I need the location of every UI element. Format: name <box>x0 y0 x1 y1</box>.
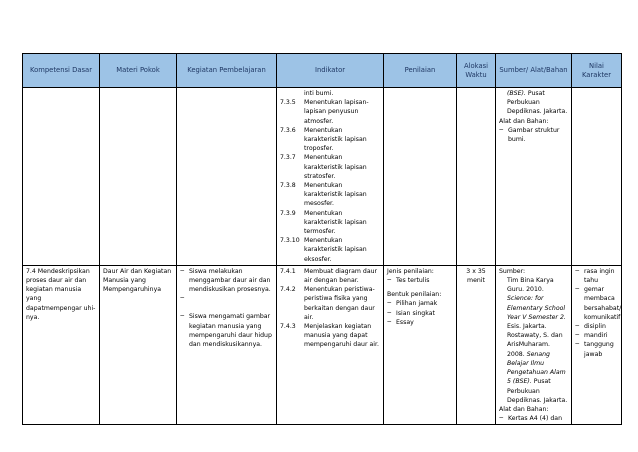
list-item: ‒ gemar membaca bersahabat/ komunikatif <box>575 285 618 322</box>
source-text: Depdiknas. Jakarta. <box>507 108 568 116</box>
waktu-cell: 3 x 35 menit <box>457 265 496 424</box>
header-alokasi-waktu: Alokasi Waktu <box>457 54 496 88</box>
source-title: Science: for Elementary School Year V Semester 2. <box>507 295 566 321</box>
list-item: ‒ Siswa melakukan menggambar daur air dan mendiskusikan prosesnya. <box>180 267 273 295</box>
karakter-cell <box>572 265 622 424</box>
kegiatan-list <box>180 267 273 349</box>
table-row <box>23 265 622 424</box>
header-penilaian: Penilaian <box>384 54 457 88</box>
kegiatan-cell <box>177 265 277 424</box>
indicator-item: 7.3.7 Menentukan karakteristik lapisan stratosfer. <box>280 154 367 180</box>
source-text: Tim Bina Karya Guru. 2010. <box>507 277 554 294</box>
karakter-cell <box>572 88 622 266</box>
kd-cell <box>23 88 100 266</box>
kd-cell: 7.4 Mendeskripsikan proses daur air dan kegiatan manusia yang dapatmempengar uhi-nya. <box>23 265 100 424</box>
list-item: ‒ disiplin <box>575 322 618 331</box>
header-nilai-karakter: Nilai Karakter <box>572 54 622 88</box>
alat-list <box>499 126 568 144</box>
karakter-list <box>575 267 622 359</box>
sumber-label: Sumber: <box>499 267 526 275</box>
indicator-item: 7.3.10 Menentukan karakteristik lapisan eksosfer. <box>280 237 367 263</box>
header-materi-pokok: Materi Pokok <box>100 54 177 88</box>
bentuk-list <box>387 299 453 327</box>
header-indikator: Indikator <box>277 54 384 88</box>
list-item: ‒ mandiri <box>575 331 618 340</box>
list-item: ‒ rasa ingin tahu <box>575 267 618 285</box>
sumber-cell <box>496 265 572 424</box>
penilaian-cell <box>384 265 457 424</box>
indikator-cell <box>277 88 384 266</box>
indicator-item: 7.4.1 Membuat diagram daur air dengan benar. <box>280 267 378 285</box>
sumber-cell <box>496 88 572 266</box>
waktu-cell <box>457 88 496 266</box>
indicator-item: 7.3.6 Menentukan karakteristik lapisan troposfer. <box>280 126 367 153</box>
header-kompetensi-dasar: Kompetensi Dasar <box>23 54 100 88</box>
syllabus-table <box>22 53 622 425</box>
source-title: Senang Belajar Ilmu Pengetahuan Alam 5 (BSE). <box>507 350 566 386</box>
jenis-label: Jenis penilaian: <box>387 267 434 275</box>
list-item: ‒ Kertas A4 (4) dan <box>499 414 568 423</box>
alat-label: Alat dan Bahan: <box>499 117 549 125</box>
indicator-item: 7.3.5 Menentukan lapisan-lapisan penyusun atmosfer. <box>280 99 369 125</box>
list-item: ‒ Pilihan jamak <box>387 299 453 308</box>
alat-label: Alat dan Bahan: <box>499 405 549 413</box>
source-text: Pusat Perbukuan <box>507 90 545 107</box>
bentuk-label: Bentuk penilaian: <box>387 291 442 299</box>
indicator-item: 7.4.2 Menentukan peristiwa-peristiwa fisika yang berkaitan dengan daur air. <box>280 286 375 321</box>
indicator-item: 7.3.8 Menentukan karakteristik lapisan mesosfer. <box>280 182 367 208</box>
materi-cell <box>100 88 177 266</box>
header-sumber: Sumber/ Alat/Bahan <box>496 54 572 88</box>
table-row <box>23 88 622 266</box>
source-text: Esis. Jakarta. <box>507 323 547 331</box>
indikator-cell <box>277 265 384 424</box>
indicator-item: 7.3.9 Menentukan karakteristik lapisan termosfer. <box>280 209 367 236</box>
jenis-list <box>387 276 453 285</box>
kegiatan-cell <box>177 88 277 266</box>
penilaian-cell <box>384 88 457 266</box>
source-title: (BSE). <box>507 90 526 97</box>
list-item: ‒ tanggung jawab <box>575 340 618 358</box>
materi-cell: Daur Air dan Kegiatan Manusia yang Mempengaruhinya <box>100 265 177 424</box>
list-item: ‒ Gambar struktur bumi. <box>499 126 568 144</box>
list-item: ‒ Tes tertulis <box>387 276 453 285</box>
indicator-text: inti bumi. <box>304 90 334 97</box>
source-text: Pusat Perbukuan Depdiknas. Jakarta. <box>507 378 568 404</box>
list-item: ‒ Isian singkat <box>387 309 453 318</box>
indicator-item: 7.4.3 Menjelaskan kegiatan manusia yang dapat mempengaruhi daur air. <box>280 323 379 349</box>
list-item: ‒ Siswa mengamati gambar kegiatan manusia yang mempengaruhi daur hidup dan mendiskusikannya. <box>180 312 273 349</box>
source-text: Rostawaty, S. dan ArisMuharam. 2008. <box>507 332 563 358</box>
header-kegiatan-pembelajaran: Kegiatan Pembelajaran <box>177 54 277 88</box>
table-header-row <box>23 54 622 88</box>
list-item: ‒ Essay <box>387 318 453 327</box>
alat-list <box>499 414 568 423</box>
